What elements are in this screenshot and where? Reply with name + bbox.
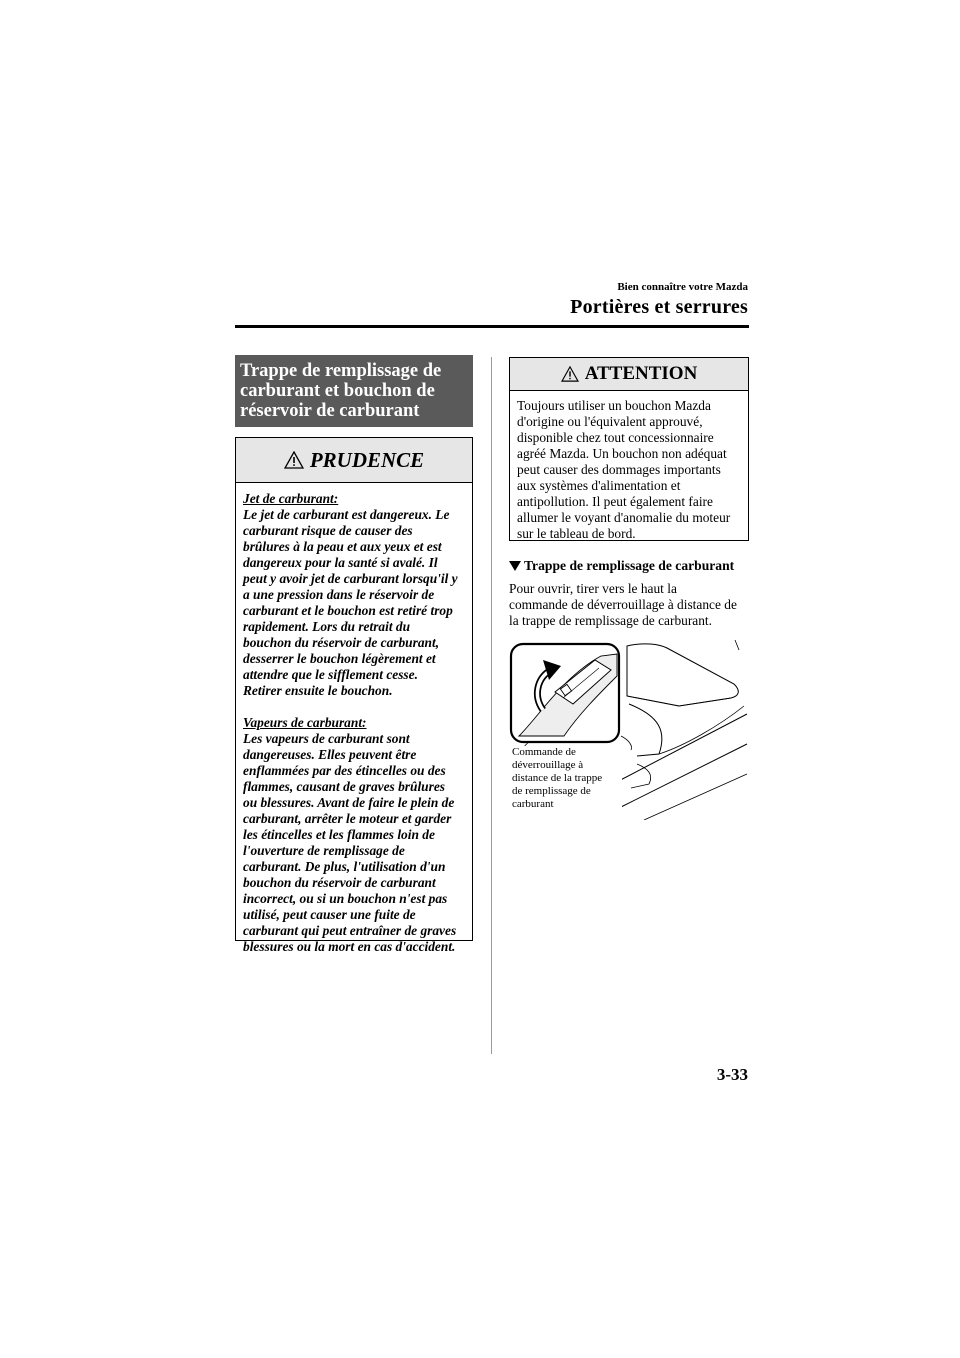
prudence-line: attendre que le sifflement cesse. bbox=[243, 667, 418, 682]
prudence-line: l'ouverture de remplissage de bbox=[243, 843, 405, 858]
attention-line: agréé Mazda. Un bouchon non adéquat bbox=[517, 446, 727, 461]
subsection-title: Trappe de remplissage de carburant bbox=[524, 558, 735, 573]
attention-header bbox=[510, 358, 748, 391]
prudence-line: carburant, arrêter le moteur et garder bbox=[243, 811, 452, 826]
warning-triangle-icon bbox=[284, 451, 304, 469]
prudence-line: Retirer ensuite le bouchon. bbox=[243, 683, 393, 698]
prudence-line: dangereuses. Elles peuvent être bbox=[243, 747, 417, 762]
prudence-line: bouchon du réservoir de carburant bbox=[243, 875, 436, 890]
spacer bbox=[243, 699, 466, 715]
prudence-box bbox=[235, 437, 473, 954]
prudence-line: Le jet de carburant est dangereux. Le bbox=[243, 507, 450, 522]
caption-line: déverrouillage à bbox=[512, 759, 584, 771]
prudence-line: peut y avoir jet de carburant lorsqu'il y bbox=[243, 571, 458, 586]
caption-line: carburant bbox=[512, 798, 554, 810]
header-rule bbox=[235, 325, 749, 328]
attention-body bbox=[510, 391, 748, 542]
warning-triangle-icon bbox=[561, 366, 579, 382]
column-divider bbox=[491, 357, 492, 1054]
prudence-line: desserrer le bouchon légèrement et bbox=[243, 651, 436, 666]
section-title-line: carburant et bouchon de bbox=[240, 381, 435, 401]
figure-caption bbox=[512, 746, 622, 811]
page-number: 3-33 bbox=[716, 1065, 748, 1084]
prudence-line: bouchon du réservoir de carburant, bbox=[243, 635, 440, 650]
caption-line: de remplissage de bbox=[512, 785, 591, 797]
prudence-line: blessures ou la mort en cas d'accident. bbox=[243, 939, 456, 954]
attention-box bbox=[509, 357, 749, 541]
attention-line: aux systèmes d'alimentation et bbox=[517, 478, 681, 493]
prudence-line: carburant et le bouchon est retiré trop bbox=[243, 603, 453, 618]
prudence-line: Les vapeurs de carburant sont bbox=[243, 731, 410, 746]
paragraph-line: commande de déverrouillage à distance de bbox=[509, 597, 737, 612]
prudence-body bbox=[236, 483, 472, 955]
section-title bbox=[235, 355, 473, 427]
prudence-line: a une pression dans le réservoir de bbox=[243, 587, 435, 602]
section-title-line: Trappe de remplissage de bbox=[240, 361, 442, 381]
attention-line: peut causer des dommages importants bbox=[517, 462, 721, 477]
prudence-line: ou blessures. Avant de faire le plein de bbox=[243, 795, 455, 810]
header-title: Portières et serrures bbox=[570, 296, 748, 318]
instruction-paragraph bbox=[509, 581, 754, 629]
attention-line: sur le tableau de bord. bbox=[517, 526, 636, 541]
prudence-line: carburant risque de causer des bbox=[243, 523, 413, 538]
section-title-line: réservoir de carburant bbox=[240, 401, 420, 421]
prudence-line: carburant. De plus, l'utilisation d'un bbox=[243, 859, 446, 874]
prudence-subheading: Jet de carburant: bbox=[243, 491, 339, 506]
prudence-line: incorrect, ou si un bouchon n'est pas bbox=[243, 891, 448, 906]
prudence-line: rapidement. Lors du retrait du bbox=[243, 619, 411, 634]
triangle-down-icon bbox=[509, 561, 521, 571]
prudence-line: flammes, causant de graves brûlures bbox=[243, 779, 445, 794]
attention-line: antipollution. Il peut également faire bbox=[517, 494, 713, 509]
prudence-header bbox=[236, 438, 472, 483]
caption-line: distance de la trappe bbox=[512, 772, 603, 784]
attention-line: d'origine ou l'équivalent approuvé, bbox=[517, 414, 703, 429]
prudence-line: enflammées par des étincelles ou des bbox=[243, 763, 446, 778]
header-subtitle: Bien connaître votre Mazda bbox=[617, 281, 748, 293]
subsection-heading bbox=[509, 558, 734, 574]
prudence-title: PRUDENCE bbox=[309, 447, 425, 472]
attention-title: ATTENTION bbox=[584, 363, 698, 384]
prudence-line: dangereux pour la santé si avalé. Il bbox=[243, 555, 438, 570]
paragraph-line: Pour ouvrir, tirer vers le haut la bbox=[509, 581, 677, 596]
attention-line: Toujours utiliser un bouchon Mazda bbox=[517, 398, 711, 413]
attention-line: allumer le voyant d'anomalie du moteur bbox=[517, 510, 731, 525]
prudence-subheading: Vapeurs de carburant: bbox=[243, 715, 367, 730]
paragraph-line: la trappe de remplissage de carburant. bbox=[509, 613, 712, 628]
prudence-line: brûlures à la peau et aux yeux et est bbox=[243, 539, 442, 554]
prudence-line: les étincelles et les flammes loin de bbox=[243, 827, 435, 842]
attention-line: disponible chez tout concessionnaire bbox=[517, 430, 714, 445]
prudence-line: utilisé, peut causer une fuite de bbox=[243, 907, 416, 922]
caption-line: Commande de bbox=[512, 746, 576, 758]
prudence-line: carburant qui peut entraîner de graves bbox=[243, 923, 457, 938]
